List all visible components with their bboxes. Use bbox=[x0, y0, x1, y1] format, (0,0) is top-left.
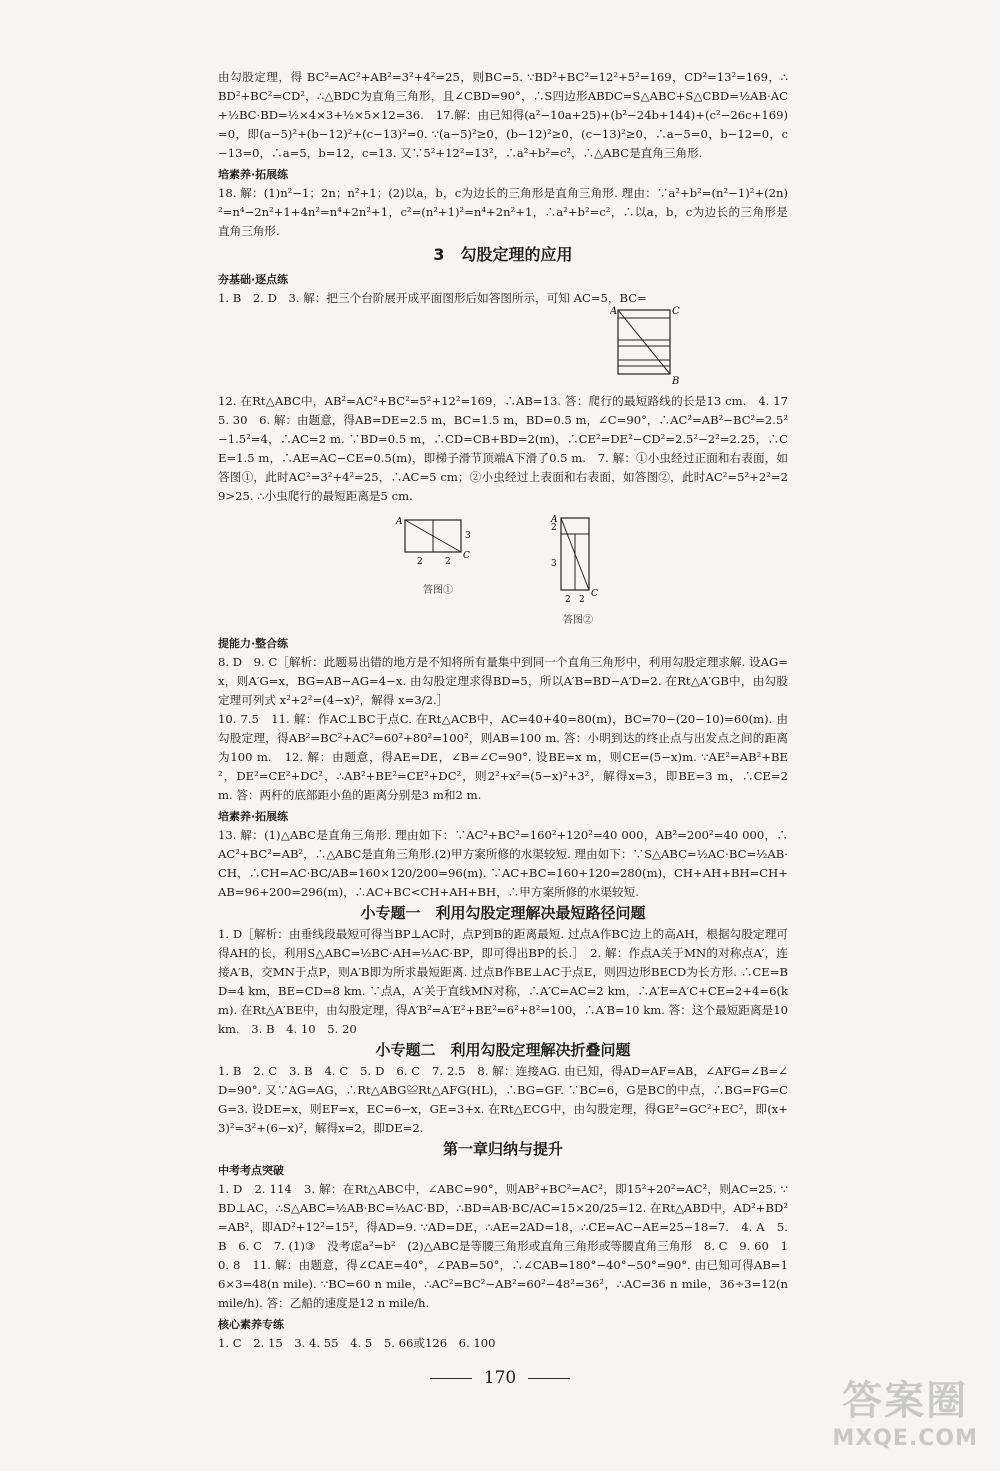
subheading-ability: 提能力·整合练 bbox=[218, 637, 289, 650]
figure-stairs-row bbox=[218, 308, 788, 392]
paragraph-18: 18. 解：(1)n²−1；2n；n²+1；(2)以a，b，c为边长的三角形是直角三角形. 理由：∵a²+b²=(n²−1)²+(2n)²=n⁴−2n²+1+4n²=n⁴+2n²+1，c²=(n²+1)²=n⁴+2n²+1，∴a²+b²=c²，∴以a，b，c为边长的三角形是直角三角形. bbox=[218, 186, 788, 238]
section-title: 3 勾股定理的应用 bbox=[433, 245, 573, 264]
label-a: A bbox=[610, 306, 618, 317]
subheading-core: 核心素养专练 bbox=[218, 1318, 284, 1331]
stairs-diagram bbox=[610, 302, 690, 388]
fig2-label-2a: 2 bbox=[417, 557, 423, 567]
subheading-basic: 夯基础·逐点练 bbox=[218, 273, 289, 286]
paragraph-13: 13. 解：(1)△ABC是直角三角形. 理由如下：∵AC²+BC²=160²+120²=40 000，AB²=200²=40 000，∴AC²+BC²=AB²，∴△ABC是直角三角形.(2)甲方案所修的水渠较短. 理由如下：∵S△ABC=½AC·BC=½AB·CH，∴CH=AC·BC/AB=160×120/200=96(m). ∵AC+BC=160+120=280(m)，CH+AH+BH=CH+AB=96+200=296(m)，∴AC+BC<CH+AH+BH，∴甲方案所修的水渠较短. bbox=[218, 828, 788, 899]
page-number-dash-right bbox=[528, 1378, 570, 1379]
fig2-label-a: A bbox=[396, 517, 403, 527]
figure-2 bbox=[393, 514, 483, 630]
page-number-dash-left bbox=[430, 1378, 472, 1379]
topic-1-title: 小专题一 利用勾股定理解决最短路径问题 bbox=[360, 904, 646, 922]
topic-2-title: 小专题二 利用勾股定理解决折叠问题 bbox=[375, 1041, 631, 1059]
answer-content bbox=[218, 68, 800, 1353]
paragraph-10: 10. 7.5 11. 解：作AC⊥BC于点C. 在Rt△ACB中，AC=40+40=80(m)，BC=70−(20−10)=60(m). 由勾股定理，得AB²=BC²+AC²=60²+80²=100²，则AB=100 m. 答：小明到达的终止点与出发点之间的距离为100 m. 12. 解：由题意，得AE=DE，∠B=∠C=90°. 设BE=x m，则CE=(5−x)m. ∵AE²=AB²+BE²，DE²=CE²+DC²，∴AB²+BE²=CE²+DC²，则2²+x²=(5−x)²+3²，解得x=3，即BE=3 m，∴CE=2 m. 答：两杆的底部距小鱼的距离分别是3 m和2 m. bbox=[218, 712, 788, 802]
paragraph-topic-1: 1. D［解析：由垂线段最短可得当BP⊥AC时，点P到B的距离最短. 过点A作BC边上的高AH，根据勾股定理可得AH的长，利用S△ABC=½BC·AH=½AC·BP，即可得出BP的长.］ 2. 解：作点A关于MN的对称点A′，连接A′B，交MN于点P，则A′B即为所求最短距离. 过点B作BE⊥AC于点E，则四边形BECD为长方形. ∴CE=BD=4 km，BE=CD=8 km. ∵点A，A′关于直线MN对称，∴A′C=AC=2 km，∴A′E=A′C+CE=2+4=6(km). 在Rt△A′BE中，由勾股定理，得A′B²=A′E²+BE²=6²+8²=100，∴A′B=10 km. 答：这个最短距离是10 km. 3. B 4. 10 5. 20 bbox=[218, 927, 788, 1036]
fig2-label-2b: 2 bbox=[445, 557, 451, 567]
fig2-caption: 答图① bbox=[423, 585, 453, 596]
fig3-label-a: A bbox=[551, 515, 558, 525]
subheading-extend-2: 培素养·拓展练 bbox=[218, 810, 289, 823]
subheading-exam: 中考考点突破 bbox=[218, 1164, 284, 1177]
fig3-label-2a: 2 bbox=[565, 595, 571, 604]
page-number-text: 170 bbox=[483, 1368, 517, 1388]
fig3-label-c: C bbox=[591, 589, 598, 599]
paragraph-8: 8. D 9. C［解析：此题易出错的地方是不知将所有量集中到同一个直角三角形中，利用勾股定理求解. 设AG=x，则A′G=x，BG=AB−AG=4−x. 由勾股定理求得BD=5，所以A′B=BD−A′D=2. 在Rt△A′GB中，由勾股定理可列式 x²+2²=(4−x)²，解得 x=3/2.］ bbox=[218, 655, 788, 707]
paragraph-core: 1. C 2. 15 3. 4. 55 4. 5 5. 66或126 6. 100 bbox=[218, 1336, 496, 1350]
fig3-label-2: 2 bbox=[551, 523, 557, 533]
fig2-label-c: C bbox=[463, 551, 470, 561]
label-c: C bbox=[672, 306, 680, 317]
watermark-url: MXQE.COM bbox=[832, 1426, 978, 1451]
fig2-label-3: 3 bbox=[465, 531, 471, 541]
watermark bbox=[832, 1369, 978, 1451]
paragraph-review: 1. D 2. 114 3. 解：在Rt△ABC中，∠ABC=90°，则AB²+BC²=AC²，即15²+20²=AC²，则AC=25. ∵BD⊥AC，∴S△ABC=½AB·BC=½AC·BD，∴BD=AB·BC/AC=15×20/25=12. 在Rt△ABD中，AD²+BD²=AB²，即AD²+12²=15²，得AD=9. ∵AD=DE，∴AE=2AD=18，∴CE=AC−AE=25−18=7. 4. A 5. B 6. C 7. (1)③ 没考虑a²=b² (2)△ABC是等腰三角形或直角三角形或等腰直角三角形 8. C 9. 60 10. 8 11. 解：由题意，得∠CAE=40°，∠PAB=50°，∴∠CAB=180°−40°−50°=90°. 由已知可得AB=16×3=48(n mile). ∵BC=60 n mile，∴AC²=BC²−AB²=60²−48²=36²，∴AC=36 n mile，36÷3=12(n mile/h). 答：乙船的速度是12 n mile/h. bbox=[218, 1182, 788, 1310]
paragraph-fig1-line: 1. B 2. D 3. 解：把三个台阶展开成平面图形后如答图所示，可知 AC=5，BC= bbox=[218, 291, 647, 305]
paragraph-topic-2: 1. B 2. C 3. B 4. C 5. D 6. C 7. 2.5 8. 解：连接AG. 由已知，得AD=AF=AB，∠AFG=∠B=∠D=90°. 又∵AG=AG，∴Rt△ABG≌Rt△AFG(HL)，∴BG=GF. ∵BC=6，G是BC的中点，∴BG=FG=CG=3. 设DE=x，则EF=x，EC=6−x，GE=3+x. 在Rt△ECG中，由勾股定理，得GE²=GC²+EC²，即(x+3)²=3²+(6−x)²，解得x=2，即DE=2. bbox=[218, 1064, 788, 1135]
paragraph-after-fig1: 12. 在Rt△ABC中，AB²=AC²+BC²=5²+12²=169，∴AB=13. 答：爬行的最短路线的长是13 cm. 4. 17 5. 30 6. 解：由题意，得AB=DE=2.5 m，BC=1.5 m，BD=0.5 m，∠C=90°，∴AC²=AB²−BC²=2.5²−1.5²=4，∴AC=2 m. ∵BD=0.5 m，∴CD=CB+BD=2(m)，∴CE²=DE²−CD²=2.5²−2²=2.25，∴CE=1.5 m，∴AE=AC−CE=0.5(m)，即梯子滑节顶端A下滑了0.5 m. 7. 解：①小虫经过正面和右表面，如答图①，此时AC²=3²+4²=25，∴AC=5 cm；②小虫经过上表面和右表面，如答图②，此时AC²=5²+2²=29>25. ∴小虫爬行的最短距离是5 cm. bbox=[218, 394, 800, 503]
fig3-label-2b: 2 bbox=[579, 595, 585, 604]
box-unfold-2 bbox=[543, 514, 613, 604]
watermark-text: 答案圈 bbox=[842, 1378, 969, 1424]
label-b: B bbox=[672, 376, 680, 387]
figure-3 bbox=[543, 514, 613, 630]
paragraph-top: 由勾股定理，得 BC²=AC²+AB²=3²+4²=25，则BC=5. ∵BD²+BC²=12²+5²=169，CD²=13²=169，∴BD²+BC²=CD²，∴△BDC为直角三角形，且∠CBD=90°，∴S四边形ABDC=S△ABC+S△CBD=½AB·AC+½BC·BD=½×4×3+½×5×12=36. 17.解：由已知得(a²−10a+25)+(b²−24b+144)+(c²−26c+169)=0，即(a−5)²+(b−12)²+(c−13)²=0. ∵(a−5)²≥0，(b−12)²≥0，(c−13)²≥0，∴a−5=0，b−12=0，c−13=0，∴a=5，b=12，c=13. 又∵5²+12²=13²，∴a²+b²=c²，∴△ABC是直角三角形. bbox=[218, 70, 788, 160]
fig3-caption: 答图② bbox=[563, 615, 593, 626]
figure-row-boxes bbox=[218, 514, 788, 630]
box-unfold-1 bbox=[393, 514, 483, 574]
chapter-review-title: 第一章归纳与提升 bbox=[442, 1140, 563, 1158]
subheading-extend-1: 培素养·拓展练 bbox=[218, 168, 289, 181]
fig3-label-3: 3 bbox=[551, 559, 557, 569]
